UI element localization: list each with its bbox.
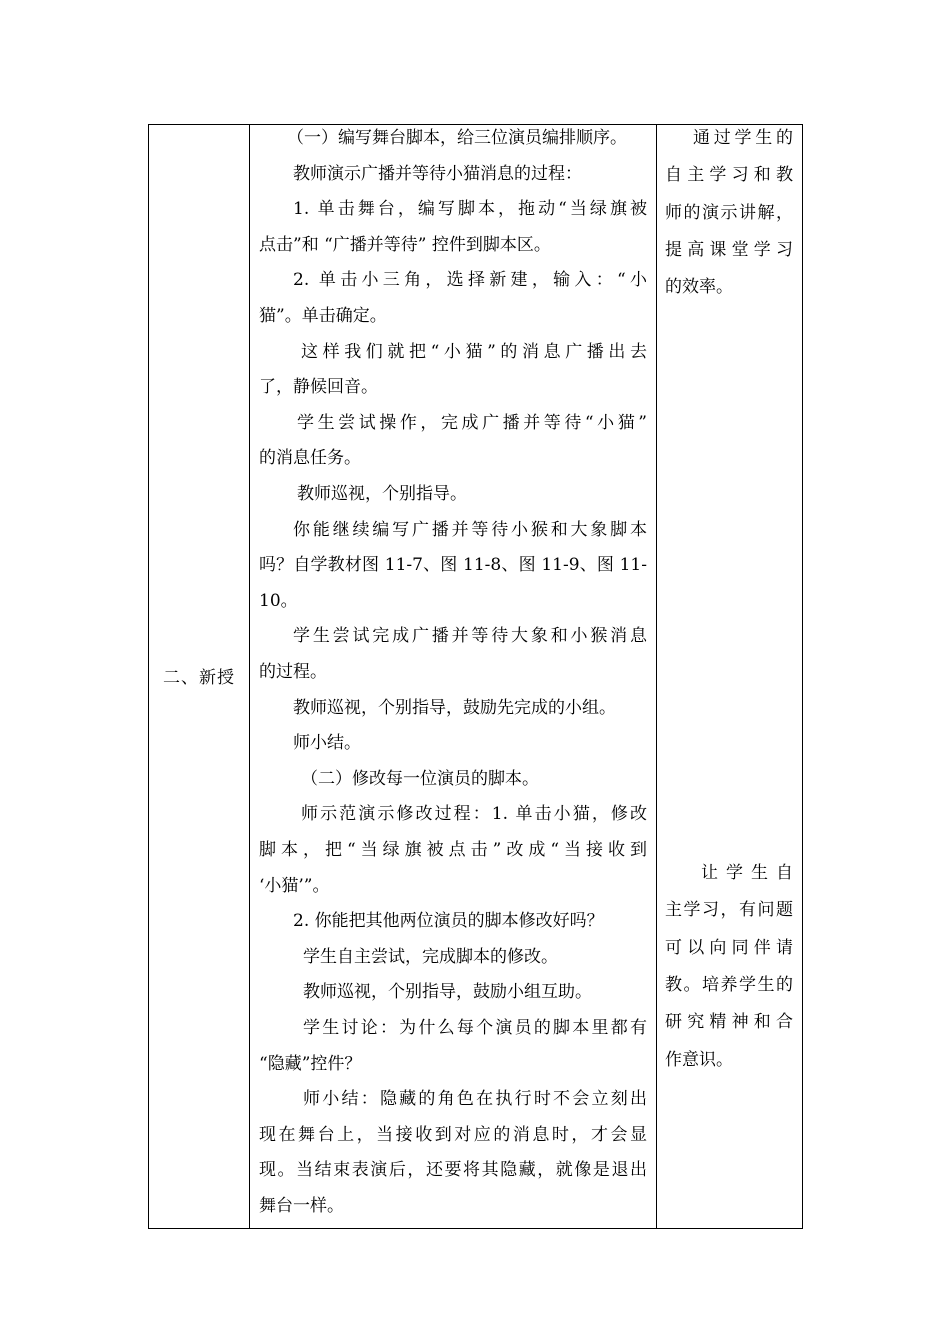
content-line: 学生讨论：为什么每个演员的脚本里都有 [303,1018,647,1038]
content-line: 脚本，把“当绿旗被点击”改成“当接收到 [259,840,647,860]
content-line: 教师巡视，个别指导，鼓励小组互助。 [303,982,592,1003]
content-line: 猫”。单击确定。 [259,306,387,326]
content-line: 2. 单击小三角，选择新建，输入：“小 [293,270,647,291]
content-line: 了，静候回音。 [259,377,378,398]
stage-label: 二、新授 [163,668,235,688]
design-intent-line: 通过学生的 [693,128,793,148]
content-line: “隐藏”控件？ [259,1053,362,1074]
content-line: 现在舞台上，当接收到对应的消息时，才会显 [259,1124,647,1145]
design-intent-line: 主学习，有问题 [665,900,793,921]
content-line: 学生尝试操作，完成广播并等待“小猫” [297,412,647,433]
column-divider [656,125,657,1228]
content-line: 学生自主尝试，完成脚本的修改。 [303,946,558,967]
content-line: （一）编写舞台脚本，给三位演员编排顺序。 [287,128,627,148]
content-line: 的过程。 [259,662,327,682]
content-line: 教师巡视，个别指导，鼓励先完成的小组。 [293,697,616,718]
content-line: ‘小猫’”。 [259,875,330,896]
design-intent-line: 教。培养学生的 [665,974,793,995]
design-intent-line: 提高课堂学习 [665,239,793,260]
content-line: 学生尝试完成广播并等待大象和小猴消息 [293,626,647,647]
design-intent-line: 研究精神和合 [665,1012,793,1033]
lesson-table [148,124,803,1229]
content-line: 2. 你能把其他两位演员的脚本修改好吗？ [293,911,604,932]
content-line: 点击”和 “广播并等待” 控件到脚本区。 [259,234,551,255]
column-divider [249,125,250,1228]
design-intent-line: 可以向同伴请 [665,937,793,958]
content-line: 教师演示广播并等待小猫消息的过程： [293,163,582,184]
content-line: （二）修改每一位演员的脚本。 [301,768,539,789]
content-line: 这样我们就把“小猫”的消息广播出去 [301,341,647,362]
content-line: 吗？自学教材图 11-7、图 11-8、图 11-9、图 11- [259,555,647,576]
content-line: 1. 单击舞台，编写脚本，拖动“当绿旗被 [293,199,647,220]
design-intent-line: 让学生自 [701,863,793,883]
content-line: 现。当结束表演后，还要将其隐藏，就像是退出 [259,1160,647,1181]
content-line: 师示范演示修改过程：1. 单击小猫，修改 [301,804,647,825]
content-line: 师小结：隐藏的角色在执行时不会立刻出 [303,1089,647,1110]
design-intent-line: 作意识。 [665,1049,733,1070]
content-line: 你能继续编写广播并等待小猴和大象脚本 [293,519,647,540]
content-line: 的消息任务。 [259,448,361,469]
content-line: 舞台一样。 [259,1196,344,1216]
content-line: 教师巡视，个别指导。 [297,484,467,504]
content-line: 10。 [259,590,298,611]
design-intent-line: 师的演示讲解， [665,202,793,223]
stage-column [149,125,249,1228]
design-intent-line: 自主学习和教 [665,165,793,186]
design-intent-line: 的效率。 [665,277,733,298]
content-line: 师小结。 [293,733,361,754]
